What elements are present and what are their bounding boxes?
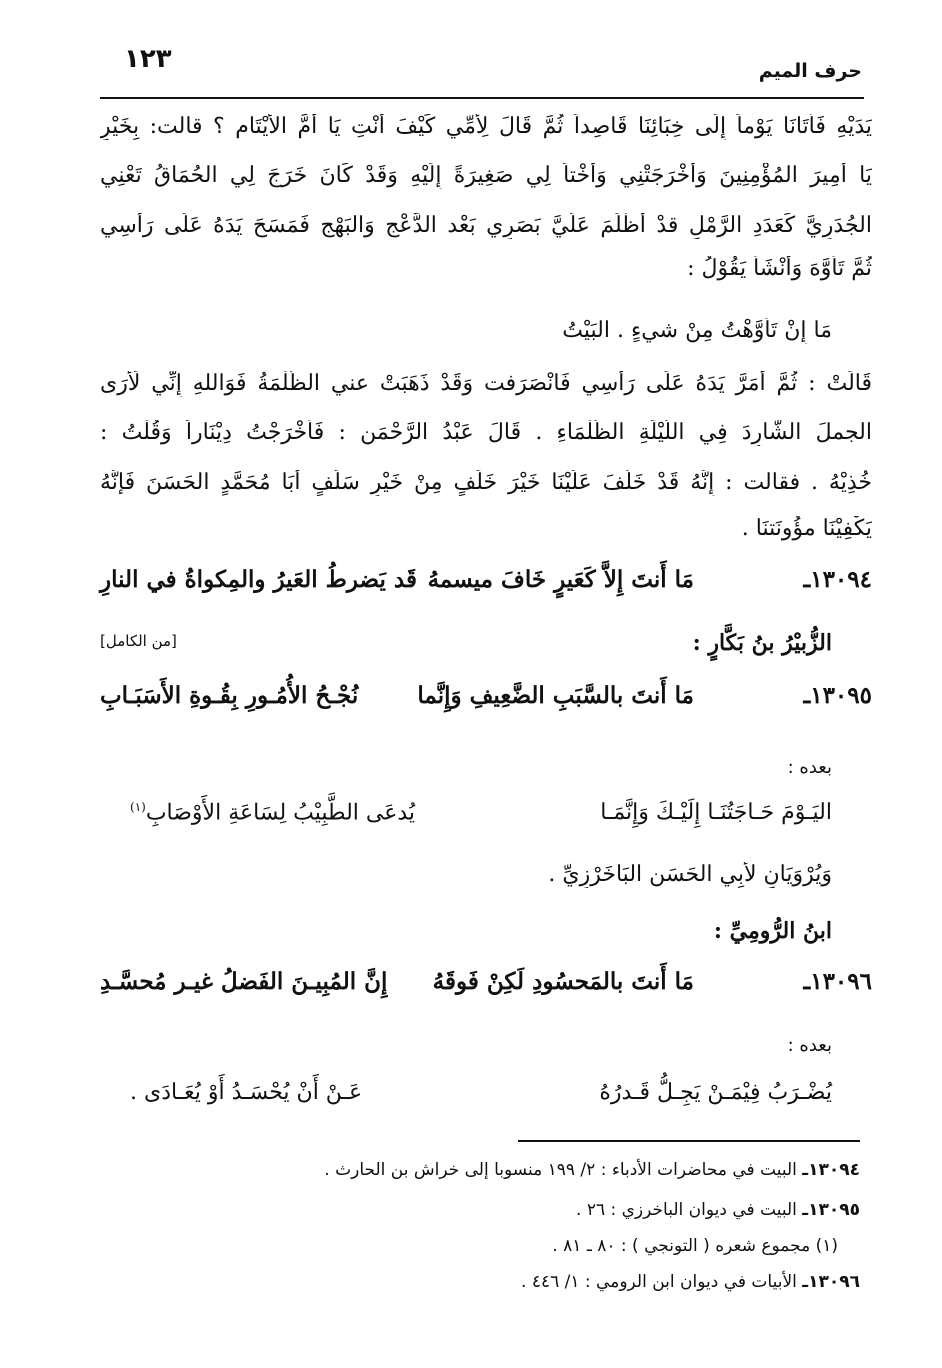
- verse-number: ١٣٠٩٤ـ: [803, 566, 872, 593]
- second-hemistich: إِنَّ المُبِيـنَ الفَضلُ غيـر مُحسَّـدِ: [100, 968, 388, 995]
- verse-13096: [100, 968, 872, 1008]
- verse-number: ١٣٠٩٥ـ: [803, 682, 872, 709]
- verse-13095: [100, 682, 872, 722]
- prose-line: الجُدَرِيَّ كَعَدَدِ الرَّمْلِ قدْ أَظْلَمَ عَلَيَّ بَصَرِي بَعْد الدَّعْجِ وَالبَهْجِ فَمَسَحَ يَدَهُ عَلَى رَأْسِي: [100, 213, 872, 238]
- footnote-number: ١٣٠٩٥ـ: [802, 1200, 860, 1220]
- second-hemistich: [130, 800, 415, 825]
- prose-line: خُذِيْهُ . فقالت : إِنَّهُ قَدْ خَلَّفَ عَلَيْنَا خَيْرَ خَلَفٍ مِنْ خَيْرِ سَلَفٍ أَبَا مُحَمَّدٍ الحَسَنَ فَإِنَّهُ: [100, 470, 872, 495]
- first-hemistich: يُضْـرَبُ فِيْمَـنْ يَجِـلُّ قَـدرُهُ: [599, 1080, 832, 1105]
- first-hemistich: مَا أَنتَ إِلاَّ كَعَيرٍ خَافَ ميسمهُ: [427, 566, 694, 593]
- after-label: بعده :: [787, 757, 832, 778]
- first-hemistich: مَا أَنتَ بالسَّبَبِ الضَّعِيفِ وَإِنَّما: [417, 682, 694, 709]
- footnote-text: الأبيات في ديوان ابن الرومي : ١/ ٤٤٦ .: [521, 1272, 797, 1292]
- footnote: [576, 1200, 860, 1220]
- hemistich-text: يُدعَى الطَّبِيْبُ لِسَاعَةِ الأَوْصَابِ: [145, 800, 416, 826]
- poet-name: الزُّبيْرُ بنُ بَكَّارٍ :: [692, 630, 832, 656]
- first-hemistich: مَا أَنتَ بالمَحسُودِ لَكِنْ فَوقَهُ: [432, 968, 694, 995]
- footnote: [324, 1160, 860, 1180]
- header-rule: [100, 97, 864, 99]
- page-header: [100, 40, 862, 90]
- verse-number: ١٣٠٩٦ـ: [803, 968, 872, 995]
- footnote-text: البيت في محاضرات الأدباء : ٢/ ١٩٩ منسوبا إلى خراش بن الحارث .: [324, 1160, 797, 1180]
- running-title: حرف الميم: [758, 60, 862, 82]
- poet-name: ابنُ الرُّومِيِّ :: [713, 918, 832, 944]
- prose-line: يَدَيْهِ فَأَتَانَا يَوْماً إِلَى خِبَائِنَا قَاصِداً ثُمَّ قَالَ لِأُمِّي كَيْفَ أَنْتِ يَا أُمَّ الأَيْتَامِ ؟ قالت: بِخَيْرٍ: [100, 114, 872, 139]
- footnote: [552, 1236, 838, 1256]
- footnote-ref[interactable]: (١): [130, 800, 146, 814]
- verse-after-13096: [100, 1080, 832, 1120]
- prose-line: الجملَ الشَّارِدَ فِي اللَّيْلَةِ الظَّلْمَاءِ . قَالَ عَبْدُ الرَّحْمَنِ : فَأَخْرَجْتُ دِيْنَاراً وَقُلْتُ :: [100, 420, 872, 445]
- prose-line: قَالَتْ : ثُمَّ أَمَرَّ يَدَهُ عَلَى رَأْسِي فَانْصَرَفت وَقَدْ ذَهَبَتْ عني الظُّلْمَةُ فَوَاللهِ إِنِّي لَأَرَى: [100, 371, 872, 396]
- page-number: ١٢٣: [124, 44, 172, 74]
- footnote-number: ١٣٠٩٤ـ: [802, 1160, 860, 1180]
- footnote-rule: [518, 1140, 860, 1142]
- footnote-text: البيت في ديوان الباخرزي : ٢٦ .: [576, 1200, 797, 1220]
- verse-13094: [100, 566, 872, 606]
- quoted-hemistich: مَا إِنْ تَأَوَّهْتُ مِنْ شيءٍ . البَيْتُ: [562, 318, 832, 343]
- verse-after-13095: [100, 800, 832, 840]
- second-hemistich: عَـنْ أَنْ يُحْسَـدُ أَوْ يُعَـادَى .: [130, 1080, 363, 1105]
- footnote-number: (١): [815, 1236, 838, 1256]
- first-hemistich: اليَـوْمَ حَـاجَتُنَـا إِلَيْـكَ وَإِنَّمَـا: [600, 800, 832, 825]
- second-hemistich: نُجْـحُ الأُمُـورِ بِقُـوةِ الأَسَبَـابِ: [100, 682, 359, 709]
- footnote-text: مجموع شعره ( التونجي ) : ٨٠ ـ ٨١ .: [552, 1236, 811, 1256]
- prose-line: يَا أَمِيرَ المُؤْمِنِينَ وَأَخْرَجَتْنِي وَأُخْتاً لِي صَغِيرَةً إِلَيْهِ وَقَدْ كَانَ خَرَجَ لِي الحُمَاقُ تَعْنِي: [100, 163, 872, 188]
- second-hemistich: قَد يَضرطُ العَيرُ والمِكواةُ في النارِ: [100, 566, 417, 593]
- meter-label: [من الكامل]: [100, 632, 177, 650]
- footnote-number: ١٣٠٩٦ـ: [802, 1272, 860, 1292]
- attribution-line: وَيُرْوَيَانِ لأَبِي الحَسَنِ البَاخَرْزِيِّ .: [548, 862, 832, 887]
- after-label: بعده :: [787, 1035, 832, 1056]
- prose-line: يَكْفِيْنَا مؤُونَتنَا .: [741, 516, 872, 541]
- footnote: [521, 1272, 860, 1292]
- prose-line: ثُمَّ تَأَوَّهَ وَأَنْشَأَ يَقُوْلُ :: [687, 256, 872, 281]
